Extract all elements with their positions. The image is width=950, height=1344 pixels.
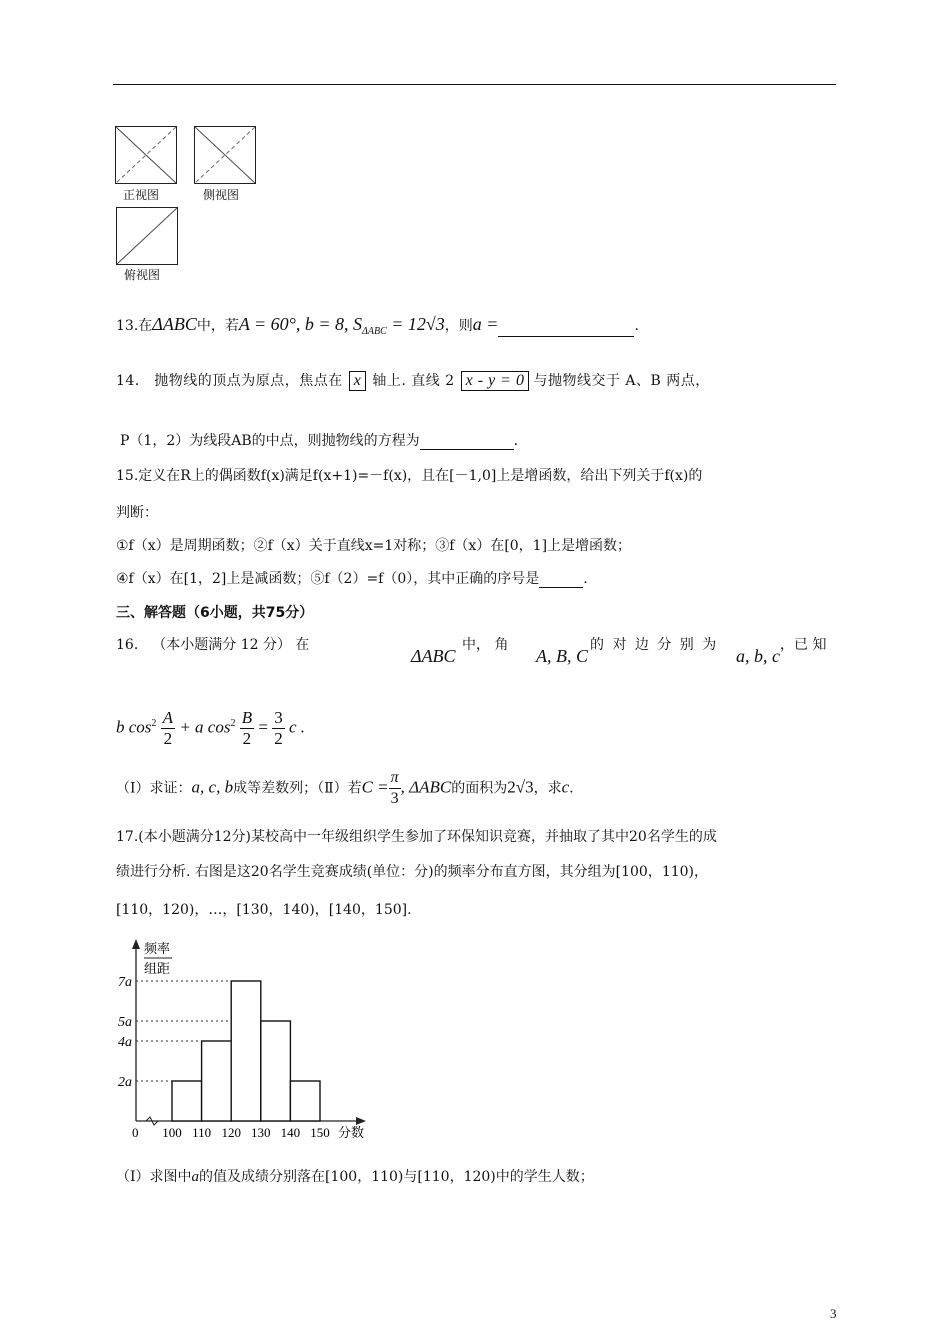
y-tick-label: 5a <box>118 1015 132 1030</box>
q17-part1-a: a <box>191 1169 200 1185</box>
y-tick-labels <box>118 975 132 1090</box>
page-number: 3 <box>830 1306 837 1321</box>
q13-ask: a = <box>472 314 499 334</box>
x-axis-arrow <box>356 1117 366 1125</box>
y-tick-label: 2a <box>118 1075 132 1090</box>
q16-frac-B-num: B <box>241 708 253 727</box>
q16-formula-b: b cos <box>116 717 152 737</box>
q16-part-text3: 的面积为 <box>451 780 508 797</box>
question-15-line4 <box>116 568 588 588</box>
histogram-bars <box>172 981 320 1121</box>
histogram-bar-2 <box>202 1041 232 1121</box>
x-tick-labels <box>162 1125 330 1140</box>
q16-frac-3-num: 3 <box>274 708 283 727</box>
y-label-bottom: 组距 <box>144 962 171 977</box>
y-tick-label: 7a <box>118 975 132 990</box>
q16-sides: a, b, c <box>736 646 780 666</box>
q13-condition: A = 60°, b = 8, S <box>238 314 362 334</box>
q16-part-text2: 成等差数列；（Ⅱ）若 <box>233 780 362 797</box>
q16-frac-B-den: 2 <box>242 729 252 748</box>
q17-line2: 绩进行分析. 右图是这20名学生竞赛成绩(单位：分)的频率分布直方图，其分组为[100，110)， <box>116 864 709 880</box>
q16-part-text1: （Ⅰ）求证： <box>116 780 192 797</box>
q14-answer-blank[interactable] <box>420 449 514 450</box>
q17-part1-text: （Ⅰ）求图中 <box>116 1169 192 1185</box>
q16-part-c: c <box>561 777 570 797</box>
q16-triangle: ΔABC <box>411 646 456 666</box>
q13-area: = 12√3 <box>386 314 445 334</box>
question-14-line1 <box>116 370 710 391</box>
q13-mid: 中，若 <box>196 318 239 334</box>
q16-frac-B <box>240 708 254 749</box>
q14-text2: 轴上. 直线 2 <box>372 373 455 389</box>
front-view-box <box>115 126 177 184</box>
front-view-label: 正视图 <box>123 188 160 202</box>
q15-line3: ①f（x）是周期函数；②f（x）关于直线x=1对称；③f（x）在[0，1]上是增函数； <box>116 538 632 554</box>
y-tick-label: 4a <box>118 1035 132 1050</box>
q16-part-pi: π <box>389 768 401 789</box>
q14-end: . <box>513 433 519 449</box>
front-view-diagram <box>116 127 176 183</box>
x-tick-label: 110 <box>192 1125 212 1140</box>
q16-formula-c: c . <box>288 717 305 737</box>
q15-answer-blank[interactable] <box>539 587 583 588</box>
q16-part-tri: , ΔABC <box>400 777 452 797</box>
q16-part-text4: ，求 <box>533 780 562 797</box>
q15-line2: 判断： <box>116 505 158 521</box>
q17-part1-rest: 的值及成绩分别落在[100，110)与[110，120)中的学生人数； <box>199 1169 594 1185</box>
q13-end: . <box>634 318 639 334</box>
q16-mid2: 的 对 边 分 别 为 <box>590 637 719 653</box>
side-view-diagram <box>195 127 255 183</box>
side-view-label: 侧视图 <box>203 188 240 202</box>
q14-text1: 14． 抛物线的顶点为原点，焦点在 <box>116 373 343 389</box>
x-tick-label: 130 <box>251 1125 271 1140</box>
y-axis-arrow <box>132 939 140 949</box>
q15-line1: 15.定义在R上的偶函数f(x)满足f(x+1)=－f(x)，且在[－1,0]上是增函数，给出下列关于f(x)的 <box>116 468 703 484</box>
top-view-label: 俯视图 <box>124 268 161 282</box>
y-label-top: 频率 <box>144 942 171 957</box>
histogram-bar-1 <box>172 1081 202 1121</box>
section-3-heading: 三、解答题（6小题，共75分） <box>116 605 314 621</box>
q16-part-seq: a, c, b <box>191 777 234 797</box>
q16-part-end: . <box>569 780 574 797</box>
q16-mid3: ，已 知 <box>780 637 827 653</box>
q16-formula-eq: = <box>258 717 268 737</box>
q16-part-C: C = <box>361 777 389 797</box>
q16-part-3: 3 <box>390 790 399 807</box>
histogram-bar-4 <box>261 1021 291 1121</box>
histogram-bar-3 <box>231 981 261 1121</box>
q16-frac-3-den: 2 <box>274 729 283 748</box>
question-14-line2 <box>120 430 518 450</box>
q13-triangle: ΔABC <box>152 314 197 334</box>
x-label: 分数 <box>338 1126 365 1141</box>
q16-part-area: 2√3 <box>507 777 534 797</box>
top-view-box <box>116 207 178 265</box>
x-tick-label: 120 <box>221 1125 241 1140</box>
x-tick-label: 140 <box>280 1125 301 1140</box>
q16-frac-3 <box>272 708 285 749</box>
q16-mid1: 中， 角 <box>462 637 509 653</box>
x-tick-label: 100 <box>162 1125 182 1140</box>
q13-answer-blank[interactable] <box>498 336 634 337</box>
q16-parts <box>116 768 574 809</box>
q16-formula: b $\cos^2$ $\frac{A}{2}$ + a $\cos^2$ $\frac{B}{2}$ = $\frac{3}{2}$ c . <box>116 708 305 748</box>
q13-post: ，则 <box>444 318 473 334</box>
q15-line4: ④f（x）在[1，2]上是减函数；⑤f（2）=f（0），其中正确的序号是 <box>116 571 540 587</box>
top-view-diagram <box>117 208 177 264</box>
q17-line3: [110，120)，…，[130，140)，[140，150]. <box>116 902 412 918</box>
side-view-box <box>194 126 256 184</box>
q16-frac-A-den: 2 <box>163 729 173 748</box>
q14-text3: 与抛物线交于 A、B 两点， <box>533 373 710 389</box>
q16-formula-plus: + a cos <box>179 717 231 737</box>
q14-box-x: x <box>349 371 367 391</box>
q13-pre: 在 <box>138 318 153 334</box>
histogram-bar-5 <box>290 1081 320 1121</box>
q17-part1 <box>116 1166 594 1186</box>
q16-frac-A-num: A <box>162 708 174 727</box>
q15-end: . <box>583 571 588 587</box>
x-tick-label: 150 <box>310 1125 330 1140</box>
q17-line1: 17.(本小题满分12分)某校高中一年级组织学生参加了环保知识竞赛，并抽取了其中20名学生的成 <box>116 829 717 845</box>
q16-head: 16． （本小题满分 12 分） 在 <box>116 637 310 653</box>
q16-frac-A <box>161 708 175 749</box>
q14-line2: P（1，2）为线段AB的中点，则抛物线的方程为 <box>120 433 420 449</box>
q13-subscript: ΔABC <box>362 325 387 337</box>
header-rule <box>113 84 836 85</box>
q16-part-frac <box>389 768 401 809</box>
q14-box-equation: x - y = 0 <box>461 371 530 391</box>
frequency-histogram <box>110 935 380 1145</box>
q16-angles: A, B, C <box>536 646 588 666</box>
origin-label: 0 <box>132 1125 139 1140</box>
question-13 <box>116 314 639 337</box>
q13-number: 13. <box>116 318 139 334</box>
